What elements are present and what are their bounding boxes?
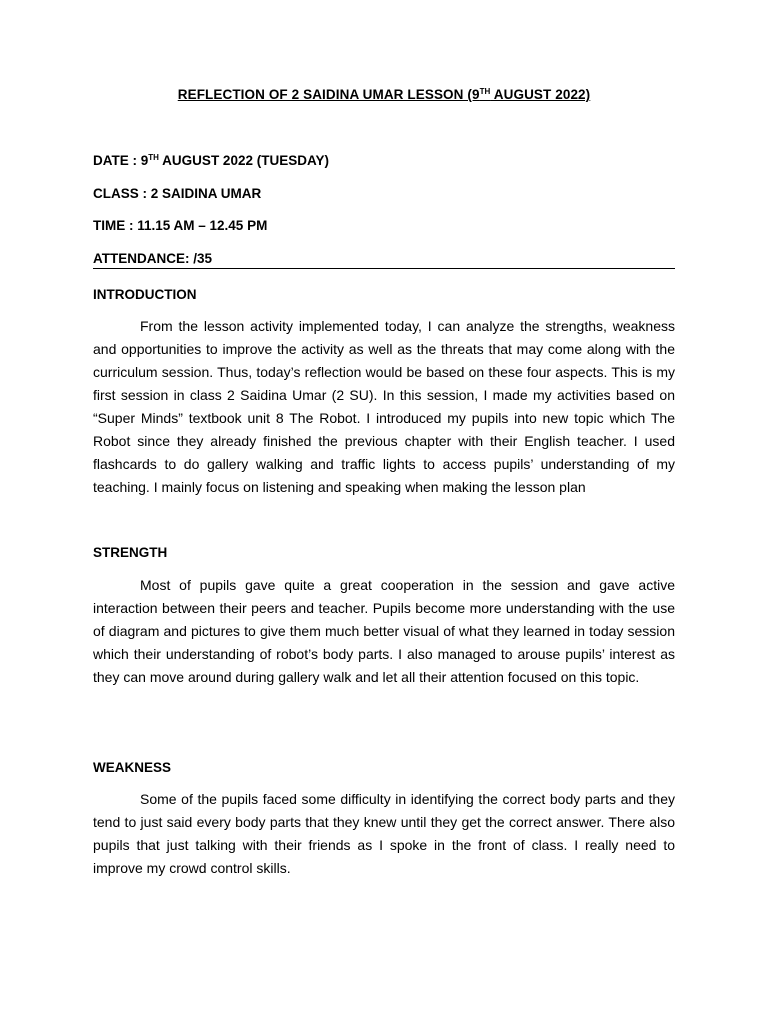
date-ordinal-suffix: TH [148,153,159,162]
document-title [93,87,675,102]
attendance-line: ATTENDANCE: /35 [93,251,213,266]
introduction-heading: INTRODUCTION [93,287,197,302]
date-text-end: AUGUST 2022 (TUESDAY) [158,153,329,168]
weakness-paragraph: Some of the pupils faced some difficulty in identifying the correct body parts and they tend to just said every body parts that they knew until they get the correct answer. There also pupils that just talking with their friends as I spoke in the front of class. I really need to improve my crowd control skills. [93,791,675,876]
weakness-heading: WEAKNESS [93,760,172,775]
time-line: TIME : 11.15 AM – 12.45 PM [93,218,268,233]
introduction-paragraph: From the lesson activity implemented today, I can analyze the strengths, weakness and opportunities to improve the activity as well as the threats that may come along with the curriculum session. Thus, today’s reflection would be based on these four aspects. This is my first session in class 2 Saidina Umar (2 SU). In this session, I made my activities based on “Super Minds” textbook unit 8 The Robot. I introduced my pupils into new topic which The Robot since they already finished the previous chapter with their English teacher. I used flashcards to do gallery walking and traffic lights to access pupils’ understanding of my teaching. I mainly focus on listening and speaking when making the lesson plan [93,318,675,495]
header-divider [93,268,675,269]
class-line: CLASS : 2 SAIDINA UMAR [93,186,262,201]
title-ordinal-suffix: TH [479,87,491,96]
title-text-end: AUGUST 2022) [490,87,591,102]
strength-paragraph: Most of pupils gave quite a great cooperation in the session and gave active interaction between their peers and teacher. Pupils become more understanding with the use of diagram and pictures to give them much better visual of what they learned in today session which their understanding of robot’s body parts. I also managed to arouse pupils’ interest as they can move around during gallery walk and let all their attention focused on this topic. [93,577,675,685]
date-text-start: DATE : 9 [93,153,149,168]
title-text-start: REFLECTION OF 2 SAIDINA UMAR LESSON (9 [177,87,480,102]
date-line [93,153,329,168]
strength-heading: STRENGTH [93,545,168,560]
document-page [93,0,675,1024]
